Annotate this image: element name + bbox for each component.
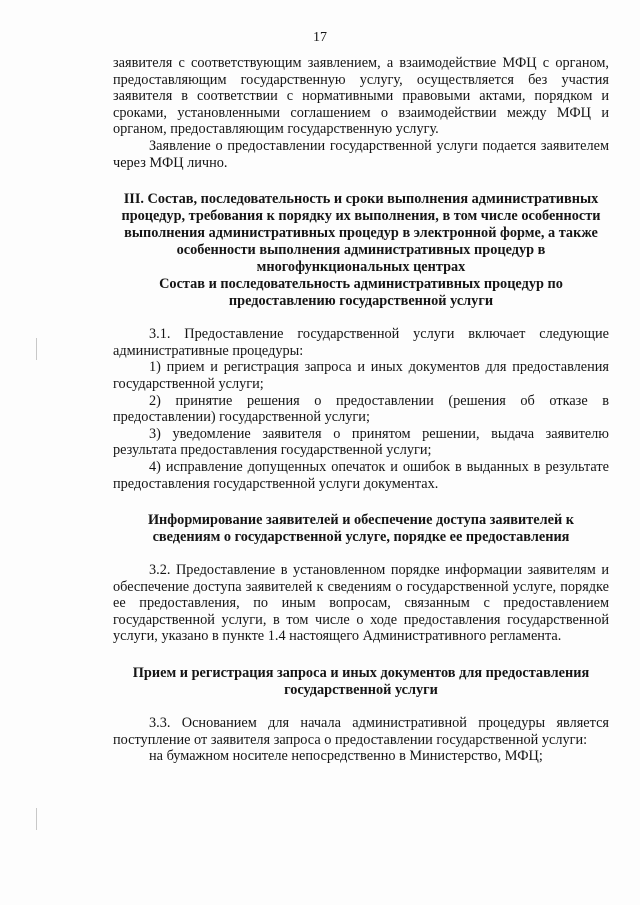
section-subheading: Состав и последовательность административных процедур по предоставлению государственной услуги [159,276,563,310]
list-item: 3) уведомление заявителя о принятом решении, выдача заявителю результата предоставления государственной услуги; [113,425,609,459]
list-item: 1) прием и регистрация запроса и иных документов для предоставления государственной услуги; [113,359,609,392]
list-item: 4) исправление допущенных опечаток и ошибок в выданных в результате предоставления государственной услуги документах. [113,458,609,492]
intro-paragraph: заявителя с соответствующим заявлением, а взаимодействие МФЦ с органом, предоставляющим государственную услугу, осуществляется без участия заявителя в соответствии с нормативными правовыми актами, порядком и сроками, установленными соглашением о взаимодействии между МФЦ и органом, предоставляющим государственную услугу. [113,55,609,138]
margin-mark [36,338,37,360]
section-heading: Информирование заявителей и обеспечение доступа заявителей к сведениям о государственной услуге, порядке ее предоставления [147,512,575,546]
section-heading: III. Состав, последовательность и сроки выполнения административных процедур, требования к порядку их выполнения, в том числе особенности выполнения административных процедур в электронной форме, а также особенности выполнения административных процедур в многофункциональных центрах [121,191,601,276]
list-item: 2) принятие решения о предоставлении (решения об отказе в предоставлении) государственной услуги; [113,392,609,426]
clause-3-3-line: на бумажном носителе непосредственно в Министерство, МФЦ; [149,748,543,765]
document-body [113,55,609,765]
clause-3-3: 3.3. Основанием для начала административной процедуры является поступление от заявителя запроса о предоставлении государственной услуги: [113,715,609,748]
margin-mark [36,808,37,830]
clause-3-2: 3.2. Предоставление в установленном порядке информации заявителям и обеспечение доступа заявителей к сведениям о государственной услуге, порядке ее предоставления, по иным вопросам, связанным с предоставлением государственной услуги, в том числе о ходе предоставления государственной услуги, указано в пункте 1.4 настоящего Административного регламента. [113,562,609,645]
clause-3-1: 3.1. Предоставление государственной услуги включает следующие административные процедуры: [113,326,609,359]
page-number: 17 [313,30,327,45]
intro-paragraph: Заявление о предоставлении государственной услуги подается заявителем через МФЦ лично. [113,137,609,171]
section-heading: Прием и регистрация запроса и иных документов для предоставления государственной услуги [132,665,590,699]
